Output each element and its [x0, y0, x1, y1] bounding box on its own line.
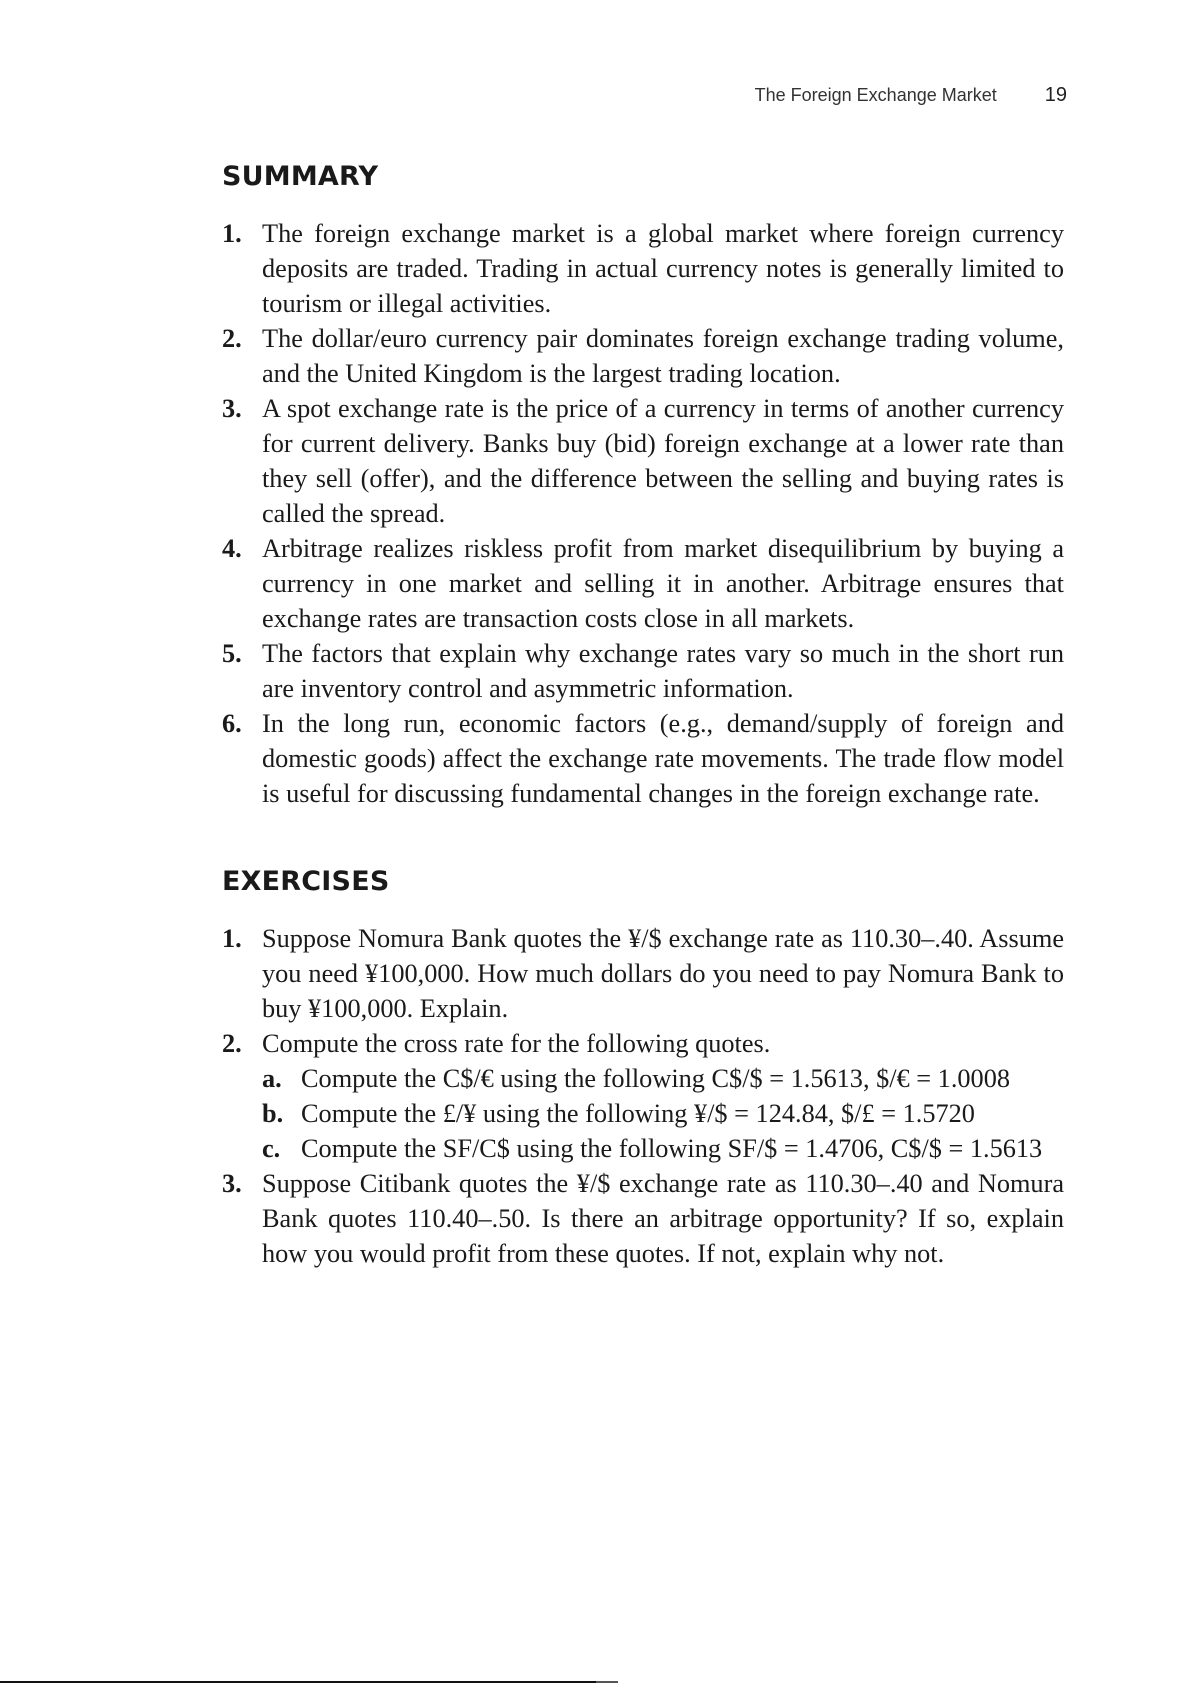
- subitem-letter: b.: [262, 1099, 284, 1128]
- exercise-subitem-c: [262, 1131, 1064, 1166]
- running-header: [755, 84, 1067, 107]
- bottom-rule-segment: [596, 1681, 618, 1683]
- item-text: The factors that explain why exchange rates vary so much in the short run are inventory control and asymmetric information.: [262, 639, 1064, 703]
- summary-item-2: [222, 321, 1064, 391]
- exercise-item-3: [222, 1166, 1064, 1271]
- item-number: 3.: [222, 394, 242, 423]
- exercise-subitem-a: [262, 1061, 1064, 1096]
- subitem-text: Compute the £/¥ using the following ¥/$ = 124.84, $/£ = 1.5720: [301, 1099, 975, 1128]
- summary-item-4: [222, 531, 1064, 636]
- item-text: A spot exchange rate is the price of a currency in terms of another currency for current delivery. Banks buy (bid) foreign exchange at a lower rate than they sell (offer), and the difference between the selling and buying rates is called the spread.: [262, 394, 1064, 528]
- item-number: 4.: [222, 534, 242, 563]
- subitem-letter: c.: [262, 1134, 281, 1163]
- item-text: The dollar/euro currency pair dominates foreign exchange trading volume, and the United Kingdom is the largest trading location.: [262, 324, 1064, 388]
- summary-heading: SUMMARY: [222, 161, 379, 192]
- item-text: Suppose Nomura Bank quotes the ¥/$ exchange rate as 110.30–.40. Assume you need ¥100,000. How much dollars do you need to pay Nomura Bank to buy ¥100,000. Explain.: [262, 924, 1064, 1023]
- item-text: In the long run, economic factors (e.g., demand/supply of foreign and domestic goods) affect the exchange rate movements. The trade flow model is useful for discussing fundamental changes in the foreign exchange rate.: [262, 709, 1064, 808]
- exercise-subitem-b: [262, 1096, 1064, 1131]
- exercise-item-2: [222, 1026, 1064, 1166]
- item-number: 1.: [222, 924, 242, 953]
- item-number: 3.: [222, 1169, 242, 1198]
- exercise-subitems: [262, 1061, 1064, 1166]
- page-number: 19: [1044, 84, 1067, 106]
- item-text: The foreign exchange market is a global market where foreign currency deposits are traded. Trading in actual currency notes is generally limited to tourism or illegal activities.: [262, 219, 1064, 318]
- exercises-list: [222, 921, 1064, 1271]
- item-number: 6.: [222, 709, 242, 738]
- subitem-text: Compute the C$/€ using the following C$/$ = 1.5613, $/€ = 1.0008: [301, 1064, 1010, 1093]
- running-title: The Foreign Exchange Market: [754, 85, 997, 105]
- page-content: [222, 160, 1064, 1271]
- item-text: Arbitrage realizes riskless profit from market disequilibrium by buying a currency in one market and selling it in another. Arbitrage ensures that exchange rates are transaction costs close in all markets.: [262, 534, 1064, 633]
- item-number: 5.: [222, 639, 242, 668]
- bottom-rule: [0, 1681, 596, 1683]
- summary-item-3: [222, 391, 1064, 531]
- summary-list: [222, 216, 1064, 811]
- exercise-item-1: [222, 921, 1064, 1026]
- subitem-letter: a.: [262, 1064, 282, 1093]
- item-number: 1.: [222, 219, 242, 248]
- summary-item-1: [222, 216, 1064, 321]
- exercises-heading: EXERCISES: [222, 866, 390, 897]
- item-text: Compute the cross rate for the following quotes.: [262, 1029, 771, 1058]
- summary-item-6: [222, 706, 1064, 811]
- item-text: Suppose Citibank quotes the ¥/$ exchange rate as 110.30–.40 and Nomura Bank quotes 110.40–.50. Is there an arbitrage opportunity? If so, explain how you would profit from these quotes. If not, explain why not.: [262, 1169, 1064, 1268]
- item-number: 2.: [222, 1029, 242, 1058]
- subitem-text: Compute the SF/C$ using the following SF/$ = 1.4706, C$/$ = 1.5613: [301, 1134, 1043, 1163]
- item-number: 2.: [222, 324, 242, 353]
- summary-item-5: [222, 636, 1064, 706]
